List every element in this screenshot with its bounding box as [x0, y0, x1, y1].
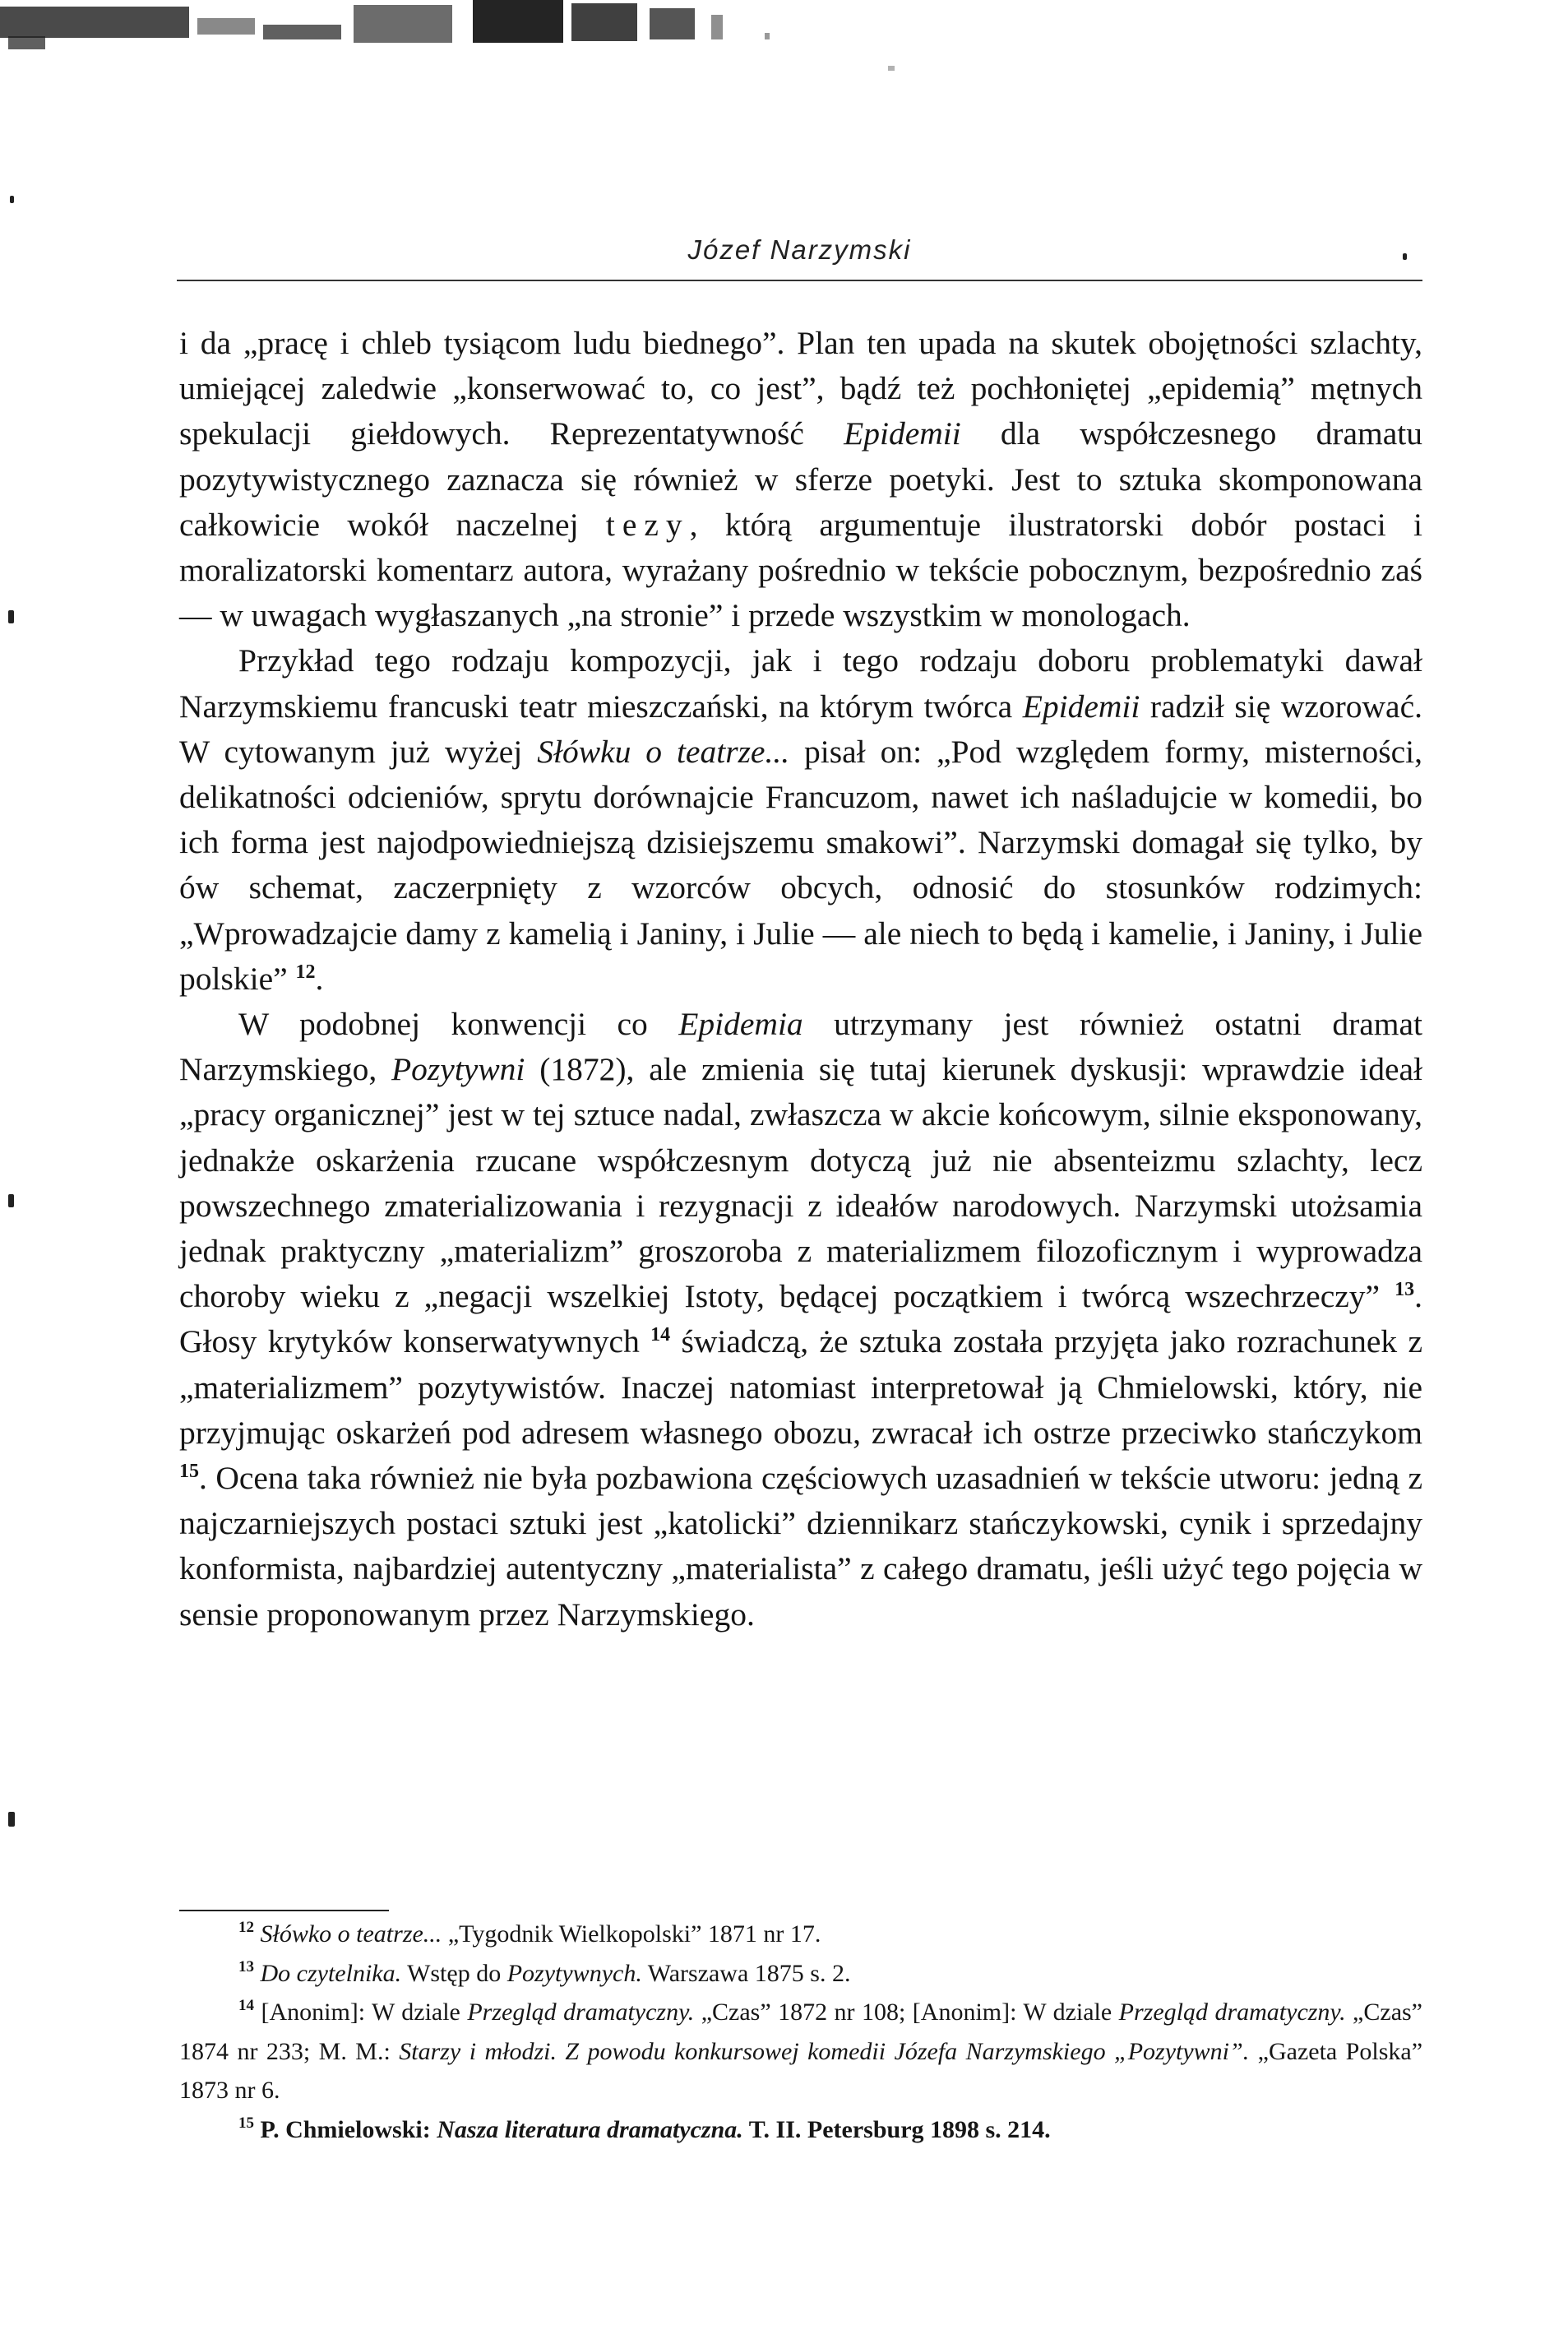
italic-title: Epidemii	[844, 415, 961, 452]
italic-title: Przegląd dramatyczny.	[467, 1999, 695, 2026]
paragraph	[179, 1002, 1422, 1637]
footnotes	[179, 1915, 1422, 2149]
italic-title: Epidemia	[678, 1006, 803, 1043]
italic-title: Starzy i młodzi. Z powodu konkursowej komedii Józefa Narzymskiego „Pozytywni”.	[399, 2037, 1250, 2065]
text-run: Przykład tego rodzaju kompozycji, jak i tego rodzaju doboru problematyki dawał Narzymskiemu francuski teatr mieszczański, na którym twórca	[179, 642, 1422, 725]
paragraph	[179, 638, 1422, 1002]
text-run: radził się wzorować. W cytowanym już wyżej	[179, 688, 1422, 770]
text-run: „Czas” 1874 nr 233; M. M.:	[179, 1999, 1422, 2065]
footnote-ref: 13	[1395, 1279, 1415, 1301]
margin-speck	[8, 610, 14, 623]
header-rule	[177, 280, 1422, 281]
text-run: P. Chmielowski:	[254, 2115, 437, 2143]
margin-speck	[8, 1194, 14, 1207]
text-run: T. II. Petersburg 1898 s. 214.	[742, 2115, 1051, 2143]
text-run	[254, 1960, 261, 1987]
text-run: (1872), ale zmienia się tutaj kierunek dyskusji: wprawdzie ideał „pracy organicznej” jest w tej sztuce nadal, zwłaszcza w akcie końcowym, silnie eksponowany, jednakże oskarżenia rzucane współczesnym dotyczą już nie absenteizmu szlachty, lecz powszechnego zmaterializowania i rezygnacji z ideałów narodowych. Narzymski utożsamia jednak praktyczny „materializm” groszoroba z materializmem filozoficznym i wyprowadza choroby wieku z „negacji wszelkiej Istoty, będącej początkiem i twórcą wszechrzeczy”	[179, 1051, 1422, 1315]
italic-title: Przegląd dramatyczny.	[1118, 1999, 1346, 2026]
text-run: , którą argumentuje ilustratorski dobór postaci i moralizatorski komentarz autora, wyrażany pośrednio w tekście pobocznym, bezpośrednio zaś — w uwagach wygłaszanych „na stronie” i przede wszystkim w monologach.	[179, 506, 1422, 634]
italic-title: Pozytywni	[391, 1051, 525, 1088]
footnote	[179, 1993, 1422, 2110]
text-run: „Gazeta Polska” 1873 nr 6.	[179, 2037, 1423, 2104]
footnote-rule	[179, 1910, 389, 1911]
italic-title: Epidemii	[1022, 688, 1140, 725]
italic-title: Pozytywnych.	[506, 1959, 642, 1987]
footnote	[179, 1954, 1422, 1994]
italic-title: Nasza literatura dramatyczna.	[437, 2115, 743, 2143]
paragraph	[179, 321, 1422, 638]
text-run: dla współczesnego dramatu pozytywistycznego zaznacza się również w sferze poetyki. Jest to sztuka skomponowana całkowicie wokół naczelnej	[179, 415, 1422, 543]
footnote-ref: 12	[295, 961, 316, 983]
text-run: utrzymany jest również ostatni dramat Narzymskiego,	[179, 1006, 1422, 1088]
margin-speck	[8, 1812, 15, 1827]
text-run	[254, 1920, 261, 1948]
body-text	[179, 321, 1422, 1637]
text-run: i da „pracę i chleb tysiącom ludu biednego”. Plan ten upada na skutek obojętności szlachty, umiejącej zaledwie „konserwować to, co jest”, bądź też pochłoniętej „epidemią” mętnych spekulacji giełdowych. Reprezentatywność	[179, 325, 1422, 452]
text-run: . Głosy krytyków konserwatywnych	[179, 1278, 1422, 1360]
text-run: pisał on: „Pod względem formy, misterności, delikatności odcieniów, sprytu dorównajcie Francuzom, nawet ich naśladujcie w komedii, bo ich forma jest najodpowiedniejszą dzisiejszemu smakowi”. Narzymski domagał się tylko, by ów schemat, zaczerpnięty z wzorców obcych, odnosić do stosunków rodzimych: „Wprowadzajcie damy z kamelią i Janiny, i Julie — ale niech to będą i kamelie, i Janiny, i Julie polskie”	[179, 733, 1422, 997]
text-run: „Tygodnik Wielkopolski” 1871 nr 17.	[442, 1920, 821, 1948]
footnote	[179, 1915, 1422, 1954]
footnote-ref: 15	[179, 1461, 199, 1483]
italic-title: Słówko o teatrze...	[260, 1920, 442, 1948]
text-run: .	[315, 960, 324, 997]
footnote-ref: 14	[650, 1324, 671, 1346]
scan-noise-strip	[0, 0, 1568, 90]
text-run: „Czas” 1872 nr 108; [Anonim]: W dziale	[694, 1999, 1119, 2026]
text-run: . Ocena taka również nie była pozbawiona częściowych uzasadnień w tekście utworu: jedną z najczarniejszych postaci sztuki jest „katolicki” dziennikarz stańczykowski, cynik i sprzedajny konformista, najbardziej autentyczny „materialista” z całego dramatu, jeśli użyć tego pojęcia w sensie proponowanym przez Narzymskiego.	[179, 1460, 1422, 1633]
text-run: świadczą, że sztuka została przyjęta jako rozrachunek z „materializmem” pozytywistów. Inaczej natomiast interpretował ją Chmielowski, który, nie przyjmując oskarżeń pod adresem własnego obozu, zwracał ich ostrze przeciwko stańczykom	[179, 1323, 1422, 1451]
text-run: W podobnej konwencji co	[238, 1006, 679, 1043]
footnote	[179, 2110, 1422, 2150]
footnote-ref: 15	[238, 2114, 254, 2132]
text-run: Warszawa 1875 s. 2.	[641, 1959, 851, 1987]
margin-speck	[10, 196, 14, 203]
running-header: Józef Narzymski	[687, 234, 912, 265]
spaced-emphasis: tezy	[605, 506, 690, 543]
text-run: Wstęp do	[401, 1959, 507, 1987]
footnote-ref: 13	[238, 1957, 254, 1975]
text-run: [Anonim]: W dziale	[254, 1999, 468, 2026]
italic-title: Słówku o teatrze...	[537, 733, 790, 770]
footnote-ref: 14	[238, 1997, 254, 2014]
italic-title: Do czytelnika.	[260, 1959, 402, 1987]
footnote-ref: 12	[238, 1919, 254, 1936]
